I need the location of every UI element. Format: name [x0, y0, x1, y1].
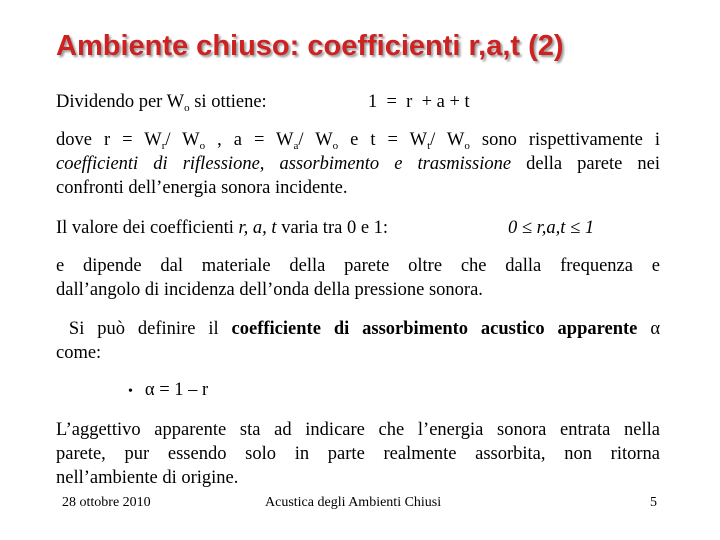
apparent-row-2: come:	[56, 343, 102, 363]
range-line	[56, 216, 388, 240]
footer-course: Acustica degli Ambienti Chiusi	[265, 495, 442, 510]
apparent-meaning-paragraph	[56, 418, 660, 490]
range-text-end: varia tra 0 e 1:	[276, 218, 389, 238]
sum-equation: 1 = r + a + t	[368, 92, 470, 112]
range-inequality: 0 ≤ r,a,t ≤ 1	[508, 218, 595, 238]
dependence-paragraph	[56, 254, 660, 302]
alpha-formula: α = 1 – r	[144, 380, 209, 400]
intro-text-end: si ottiene:	[189, 92, 267, 112]
a-divisor: / W	[298, 130, 333, 150]
a-sub: a	[293, 140, 299, 152]
a-divisor-sub: o	[332, 140, 339, 152]
range-text: Il valore dei coefficienti	[56, 218, 239, 238]
footer-page-number: 5	[650, 495, 657, 510]
alpha-formula-bullet	[128, 378, 208, 404]
e-word: e	[350, 130, 359, 150]
definitions-paragraph	[56, 128, 660, 200]
definitions-row-2-rest: della parete nei	[511, 154, 660, 174]
footer-date: 28 ottobre 2010	[62, 495, 151, 510]
range-vars: r, a, t	[238, 218, 277, 238]
t-equation: t = W	[370, 130, 428, 150]
t-sub: t	[427, 140, 431, 152]
definitions-tail: sono rispettivamente i	[481, 130, 661, 150]
definitions-row-3: confronti dell’energia sonora incidente.	[56, 178, 348, 198]
meaning-row-1: L’aggettivo apparente sta ad indicare che l’energia sonora entrata nella	[56, 420, 660, 440]
meaning-row-3: nell’ambiente di origine.	[56, 468, 239, 488]
dove-word: dove	[56, 130, 92, 150]
t-divisor-sub: o	[464, 140, 470, 152]
intro-text: Dividendo per W	[56, 92, 185, 112]
definitions-row-2	[56, 152, 660, 176]
coefficients-italic: coefficienti di riflessione, assorbimento e trasmissione	[56, 154, 512, 174]
r-equation: r = W	[103, 130, 162, 150]
apparent-coefficient-paragraph	[56, 317, 660, 365]
a-equation: , a = W	[217, 130, 294, 150]
dependence-row-2: dall’angolo di incidenza dell’onda della pressione sonora.	[56, 280, 483, 300]
r-divisor: / W	[165, 130, 200, 150]
definitions-row-1	[56, 128, 660, 152]
dependence-row-1: e dipende dal materiale della parete oltre che dalla frequenza e	[56, 256, 660, 276]
bullet-marker: •	[128, 384, 133, 399]
r-sub: r	[161, 140, 166, 152]
intro-sub: o	[184, 102, 190, 114]
apparent-bold: coefficiente di assorbimento acustico apparente	[231, 319, 638, 339]
intro-line	[56, 90, 267, 114]
t-divisor: / W	[430, 130, 465, 150]
apparent-text: Si può definire il	[56, 319, 232, 339]
apparent-row-1	[56, 317, 660, 341]
meaning-row-2: parete, pur essendo solo in parte realmente assorbita, non ritorna	[56, 444, 660, 464]
r-divisor-sub: o	[199, 140, 206, 152]
slide-title: Ambiente chiuso: coefficienti r,a,t (2)	[56, 30, 564, 62]
alpha-symbol: α	[650, 319, 661, 339]
